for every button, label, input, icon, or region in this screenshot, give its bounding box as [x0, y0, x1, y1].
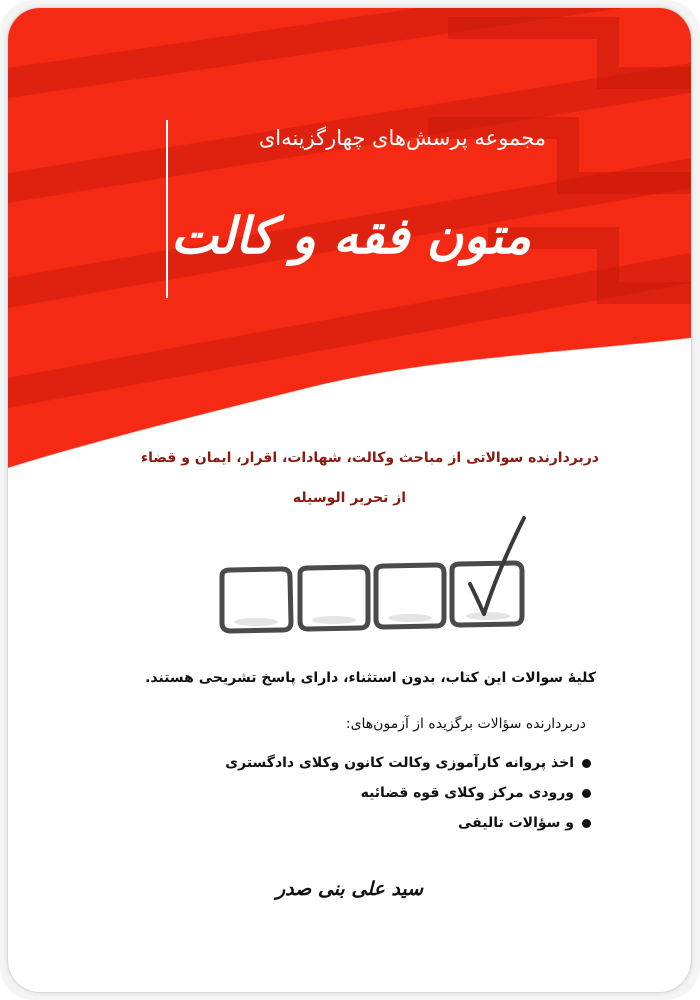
exam-item-label: و سؤالات تالیفی [457, 815, 574, 831]
bullet-icon [582, 789, 591, 798]
author-name: سید علی بنی صدر [275, 878, 424, 900]
book-cover [8, 8, 691, 992]
exam-item-label: ورودی مرکز وکلای قوه قضائیه [360, 785, 574, 801]
series-title: مجموعه پرسش‌های چهارگزینه‌ای [258, 126, 546, 150]
four-answer-boxes-icon [208, 510, 538, 650]
list-item [71, 778, 591, 808]
bullet-icon [582, 759, 591, 768]
bullet-icon [582, 819, 591, 828]
exam-item-label: اخذ پروانه کارآموزی وکالت کانون وکلای دادگستری [225, 755, 574, 771]
book-title: متون فقه و کالت [170, 206, 531, 265]
book-subtitle: دربردارنده سوالاتی از مباحث وکالت، شهادات، اقرار، ایمان و قضاء [140, 450, 599, 466]
exams-intro: دربردارنده سؤالات برگزیده از آزمون‌های: [345, 716, 586, 732]
list-item [71, 808, 591, 838]
answers-note: کلیهٔ سوالات این کتاب، بدون استثناء، دارای پاسخ تشریحی هستند. [145, 670, 596, 686]
list-item [71, 748, 591, 778]
exams-list [71, 748, 591, 838]
book-subtitle-source: از تحریر الوسیله [292, 490, 407, 506]
